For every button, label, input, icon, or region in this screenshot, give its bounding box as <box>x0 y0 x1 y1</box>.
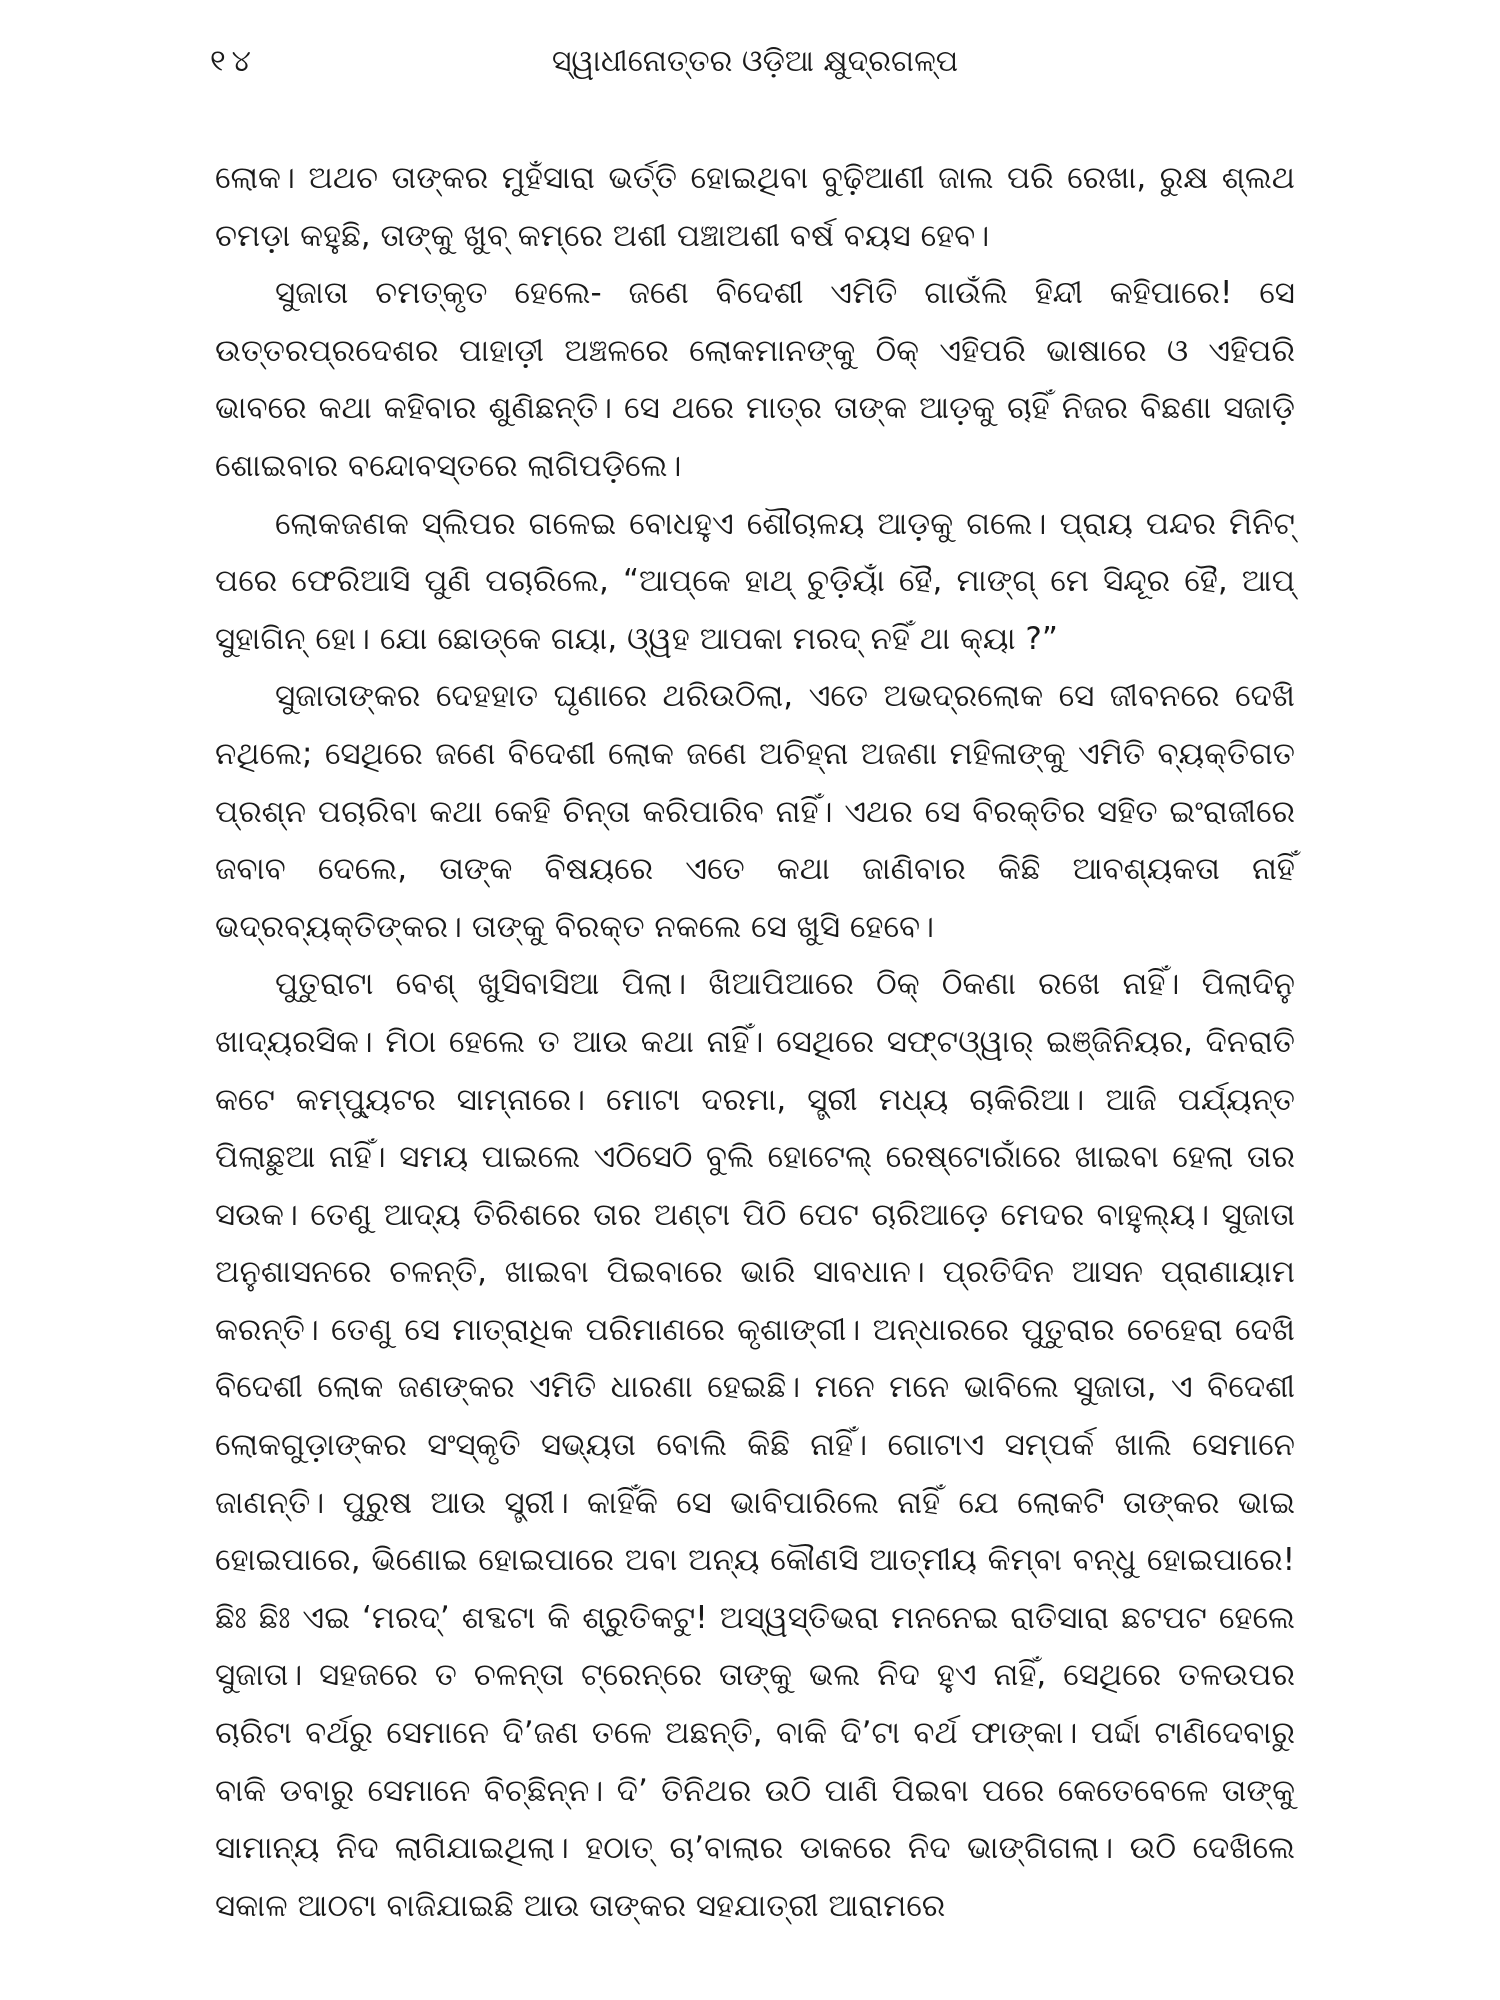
body-text <box>215 150 1295 1935</box>
paragraph: ପୁତୁରାଟା ବେଶ୍ ଖୁସିବାସିଆ ପିଲା। ଖିଆପିଆରେ ଠିକ୍ ଠିକଣା ରଖେ ନାହିଁ। ପିଲାଦିନୁ ଖାଦ୍ୟରସିକ। ମିଠା ହେଲେ ତ ଆଉ କଥା ନାହିଁ। ସେଥିରେ ସଫ୍ଟଓ୍ୱାର୍ ଇଞ୍ଜିନିୟର, ଦିନରାତି କଟେ କମ୍ପ୍ୟୁଟର ସାମ୍ନାରେ। ମୋଟା ଦରମା, ସ୍ତ୍ରୀ ମଧ୍ୟ ଚାକିରିଆ। ଆଜି ପର୍ଯ୍ୟନ୍ତ ପିଲାଛୁଆ ନାହିଁ। ସମୟ ପାଇଲେ ଏଠିସେଠି ବୁଲି ହୋଟେଲ୍ ରେଷ୍ଟୋରାଁରେ ଖାଇବା ହେଲା ତାର ସଉକ। ତେଣୁ ଆଦ୍ୟ ତିରିଶରେ ତାର ଅଣ୍ଟା ପିଠି ପେଟ ଚାରିଆଡ଼େ ମେଦର ବାହୁଲ୍ୟ। ସୁଜାତା ଅନୁଶାସନରେ ଚଳନ୍ତି, ଖାଇବା ପିଇବାରେ ଭାରି ସାବଧାନ। ପ୍ରତିଦିନ ଆସନ ପ୍ରାଣାୟାମ କରନ୍ତି। ତେଣୁ ସେ ମାତ୍ରାଧିକ ପରିମାଣରେ କୃଶାଙ୍ଗୀ। ଅନ୍ଧାରରେ ପୁତୁରାର ଚେହେରା ଦେଖି ବିଦେଶୀ ଲୋକ ଜଣଙ୍କର ଏମିତି ଧାରଣା ହେଇଛି। ମନେ ମନେ ଭାବିଲେ ସୁଜାତା, ଏ ବିଦେଶୀ ଲୋକଗୁଡ଼ାଙ୍କର ସଂସ୍କୃତି ସଭ୍ୟତା ବୋଲି କିଛି ନାହିଁ। ଗୋଟାଏ ସମ୍ପର୍କ ଖାଲି ସେମାନେ ଜାଣନ୍ତି। ପୁରୁଷ ଆଉ ସ୍ତ୍ରୀ। କାହିଁକି ସେ ଭାବିପାରିଲେ ନାହିଁ ଯେ ଲୋକଟି ତାଙ୍କର ଭାଇ ହୋଇପାରେ, ଭିଣୋଇ ହୋଇପାରେ ଅବା ଅନ୍ୟ କୌଣସି ଆତ୍ମୀୟ କିମ୍ବା ବନ୍ଧୁ ହୋଇପାରେ! ଛିଃ ଛିଃ ଏଇ ‘ମରଦ୍’ ଶବ୍ଦଟା କି ଶ୍ରୁତିକଟୁ! ଅସ୍ୱସ୍ତିଭରା ମନନେଇ ରାତିସାରା ଛଟପଟ ହେଲେ ସୁଜାତା। ସହଜରେ ତ ଚଳନ୍ତା ଟ୍ରେନ୍‌ରେ ତାଙ୍କୁ ଭଲ ନିଦ ହୁଏ ନାହିଁ, ସେଥିରେ ତଳଉପର ଚାରିଟା ବର୍ଥରୁ ସେମାନେ ଦି’ଜଣ ତଳେ ଅଛନ୍ତି, ବାକି ଦି’ଟା ବର୍ଥ ଫାଙ୍କା। ପର୍ଦ୍ଦା ଟାଣିଦେବାରୁ ବାକି ଡବାରୁ ସେମାନେ ବିଚ୍ଛିନ୍ନ। ଦି’ ତିନିଥର ଉଠି ପାଣି ପିଇବା ପରେ କେତେବେଳେ ତାଙ୍କୁ ସାମାନ୍ୟ ନିଦ ଲାଗିଯାଇଥିଲା। ହଠାତ୍ ଚା’ବାଲାର ଡାକରେ ନିଦ ଭାଙ୍ଗିଗଲା। ଉଠି ଦେଖିଲେ ସକାଳ ଆଠଟା ବାଜିଯାଇଛି ଆଉ ତାଙ୍କର ସହଯାତ୍ରୀ ଆରାମରେ <box>215 966 1295 1924</box>
paragraph: ଲୋକଜଣକ ସ୍ଲିପର ଗଳେଇ ବୋଧହୁଏ ଶୌଚାଳୟ ଆଡ଼କୁ ଗଲେ। ପ୍ରାୟ ପନ୍ଦର ମିନିଟ୍ ପରେ ଫେରିଆସି ପୁଣି ପଚାରିଲେ, “ଆପ୍‌କେ ହାଥ୍ ଚୁଡ଼ିୟାଁ ହୈ, ମାଙ୍ଗ୍ ମେ ସିନ୍ଦୂର ହୈ, ଆପ୍ ସୁହାଗିନ୍ ହୋ। ଯୋ ଛୋଡ୍‌କେ ଗୟା, ଓ୍ୱହ ଆପକା ମରଦ୍ ନହିଁ ଥା କ୍ୟା ?” <box>215 505 1295 657</box>
page-number: ୧୪ <box>210 44 257 79</box>
paragraph: ସୁଜାତାଙ୍କର ଦେହହାତ ଘୃଣାରେ ଥରିଉଠିଲା, ଏତେ ଅଭଦ୍ରଲୋକ ସେ ଜୀବନରେ ଦେଖି ନଥିଲେ; ସେଥିରେ ଜଣେ ବିଦେଶୀ ଲୋକ ଜଣେ ଅଚିହ୍ନା ଅଜଣା ମହିଳାଙ୍କୁ ଏମିତି ବ୍ୟକ୍ତିଗତ ପ୍ରଶ୍ନ ପଚାରିବା କଥା କେହି ଚିନ୍ତା କରିପାରିବ ନାହିଁ। ଏଥର ସେ ବିରକ୍ତିର ସହିତ ଇଂରାଜୀରେ ଜବାବ ଦେଲେ, ତାଙ୍କ ବିଷୟରେ ଏତେ କଥା ଜାଣିବାର କିଛି ଆବଶ୍ୟକତା ନାହିଁ ଭଦ୍ରବ୍ୟକ୍ତିଙ୍କର। ତାଙ୍କୁ ବିରକ୍ତ ନକଲେ ସେ ଖୁସି ହେବେ। <box>215 678 1295 945</box>
running-title: ସ୍ୱାଧୀନୋତ୍ତର ଓଡ଼ିଆ କ୍ଷୁଦ୍ରଗଳ୍ପ <box>551 44 959 79</box>
page-header <box>210 44 1300 88</box>
paragraph: ସୁଜାତା ଚମତ୍କୃତ ହେଲେ- ଜଣେ ବିଦେଶୀ ଏମିତି ଗାଉଁଲି ହିନ୍ଦୀ କହିପାରେ! ସେ ଉତ୍ତରପ୍ରଦେଶର ପାହାଡ଼ୀ ଅଞ୍ଚଳରେ ଲୋକମାନଙ୍କୁ ଠିକ୍ ଏହିପରି ଭାଷାରେ ଓ ଏହିପରି ଭାବରେ କଥା କହିବାର ଶୁଣିଛନ୍ତି। ସେ ଥରେ ମାତ୍ର ତାଙ୍କ ଆଡ଼କୁ ଚାହିଁ ନିଜର ବିଛଣା ସଜାଡ଼ି ଶୋଇବାର ବନ୍ଦୋବସ୍ତରେ ଲାଗିପଡ଼ିଲେ। <box>215 275 1295 484</box>
paragraph: ଲୋକ। ଅଥଚ ତାଙ୍କର ମୁହଁସାରା ଭର୍ତ୍ତି ହୋଇଥିବା ବୁଢ଼ିଆଣୀ ଜାଲ ପରି ରେଖା, ରୁକ୍ଷ ଶ୍ଲଥ ଚମଡ଼ା କହୁଛି, ତାଙ୍କୁ ଖୁବ୍ କମ୍‌ରେ ଅଶୀ ପଞ୍ଚାଅଶୀ ବର୍ଷ ବୟସ ହେବ। <box>215 160 1295 254</box>
